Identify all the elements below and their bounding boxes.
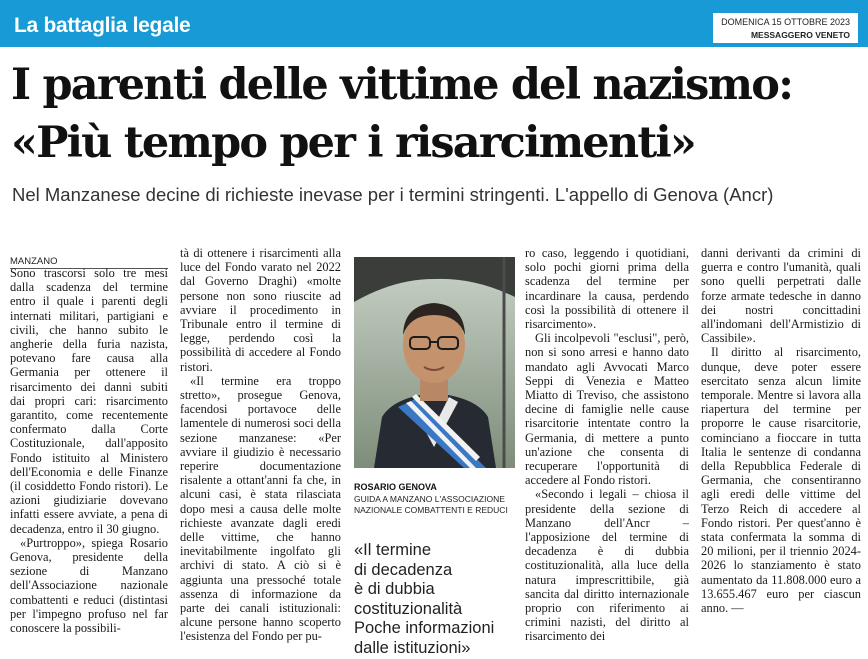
section-banner <box>0 0 868 47</box>
pull-quote-line: Poche informazioni <box>354 619 495 638</box>
paragraph: Sono trascorsi solo tre mesi dalla scadenza del termine entro il quale i parenti degli internati militari, partigiani e civili, che hanno subito le angherie della furia nazista, potevano fare causa alla Germania per ottenere il risarcimento dei danni subiti dai propri cari: risarcimento garantito, come recentemente confermato dalla Corte Costituzionale, dall'apposito Fondo istituito al Ministero dell'Economia e delle Finanze (il cosiddetto Fondo ristori). Le azioni giudiziarie dovevano infatti essere avviate, a pena di decadenza, entro il 30 giugno. <box>10 266 168 536</box>
photo-caption-text: GUIDA A MANZANO L'ASSOCIAZIONE NAZIONALE COMBATTENTI E REDUCI <box>354 494 508 515</box>
pull-quote <box>354 541 519 659</box>
paragraph: ro caso, leggendo i quotidiani, solo pochi giorni prima della scadenza del termine per incardinare la causa, perdendo così la possibilità di ottenere il risarcimento». <box>525 246 689 332</box>
newspaper-name: MESSAGGERO VENETO <box>750 30 850 40</box>
paragraph: tà di ottenere i risarcimenti alla luce del Fondo varato nel 2022 dal Governo Draghi) «molte persone non sono riuscite ad avviare il procedimento in Tribunale entro il termine di legge, perdendo così la possibilità di accedere al Fondo ristori. <box>180 246 341 374</box>
article-column-2 <box>180 246 341 644</box>
issue-date: DOMENICA 15 OTTOBRE 2023 <box>721 17 850 27</box>
section-label: La battaglia legale <box>14 14 191 37</box>
paragraph: «Secondo i legali – chiosa il presidente della sezione di Manzano dell'Ancr – l'apposizione del termine di decadenza è di dubbia costituzionalità, alla luce della natura imprescrittibile, già sancita dal diritto internazionale proprio con riferimento ai crimini nazisti, del diritto al risarcimento dei <box>525 487 689 644</box>
headline-line-1: I parenti delle vittime del nazismo: <box>11 60 793 110</box>
portrait-photo <box>354 257 515 468</box>
portrait-illustration <box>354 257 515 468</box>
paragraph: Il diritto al risarcimento, dunque, deve poter essere esercitato senza alcun limite temporale. Mentre si lavora alla riapertura del termine per proporre le cause risarcitorie, cominciano a fioccare in tutta Italia le sentenze di condanna della Repubblica Federale di Germania, che consentiranno agli eredi delle vittime del Terzo Reich di accedere al Fondo ristori. Per quest'anno è stata confermata la somma di 20 milioni, per il triennio 2024-2026 lo stanziamento è stato aumentato da 11.808.000 euro a 13.655.467 euro per ciascun anno. — <box>701 345 861 616</box>
pull-quote-line: «Il termine <box>354 541 432 559</box>
issue-info-box <box>713 13 858 43</box>
pull-quote-line: di decadenza <box>354 560 453 579</box>
pull-quote-line: è di dubbia <box>354 580 435 599</box>
paragraph: Gli incolpevoli "esclusi", però, non si sono arresi e hanno dato mandato agli Avvocati Marco Seppi di Venezia e Matteo Miatto di Treviso, che assistono decine di famiglie nelle cause risarcitorie intentate contro la Germania, di mettere a punto un'azione che consenta di recuperare l'opportunità di accedere al Fondo ristori. <box>525 331 689 488</box>
paragraph: «Il termine era troppo stretto», prosegue Genova, facendosi portavoce delle lamentele di numerosi soci della sezione manzanese: «Per avviare il giudizio è necessario reperire documentazione risalente a ottant'anni fa che, in alcuni casi, è stata rilasciata dopo mesi a causa delle molte richieste avanzate dagli eredi delle vittime, che hanno inevitabilmente ingolfato gli archivi di stato. A ciò si è aggiunta una pressoché totale assenza di informazione da parte dei canali istituzionali: alcune persone hanno scoperto l'esistenza del Fondo per pu- <box>180 373 341 644</box>
paragraph: danni derivanti da crimini di guerra e contro l'umanità, quali sono quelli perpetrati dalle forze armate tedesche in danno dei nostri concittadini all'indomani dell'Armistizio di Cassibile». <box>701 246 861 346</box>
paragraph: «Purtroppo», spiega Rosario Genova, presidente della sezione di Manzano dell'Associazione nazionale combattenti e reduci (distintasi per l'impegno profuso nel far conoscere la possibili- <box>10 535 168 636</box>
dateline-location: MANZANO <box>10 256 168 269</box>
headline-line-2: «Più tempo per i risarcimenti» <box>11 118 695 168</box>
article-column-1 <box>10 266 168 635</box>
pull-quote-line: costituzionalità <box>354 599 463 618</box>
pull-quote-line: dalle istituzioni» <box>354 638 471 657</box>
article-column-3 <box>525 246 689 644</box>
photo-caption-name: ROSARIO GENOVA <box>354 482 437 492</box>
subheadline: Nel Manzanese decine di richieste inevase per i termini stringenti. L'appello di Genova (Ancr) <box>12 184 774 205</box>
article-column-4 <box>701 246 861 615</box>
